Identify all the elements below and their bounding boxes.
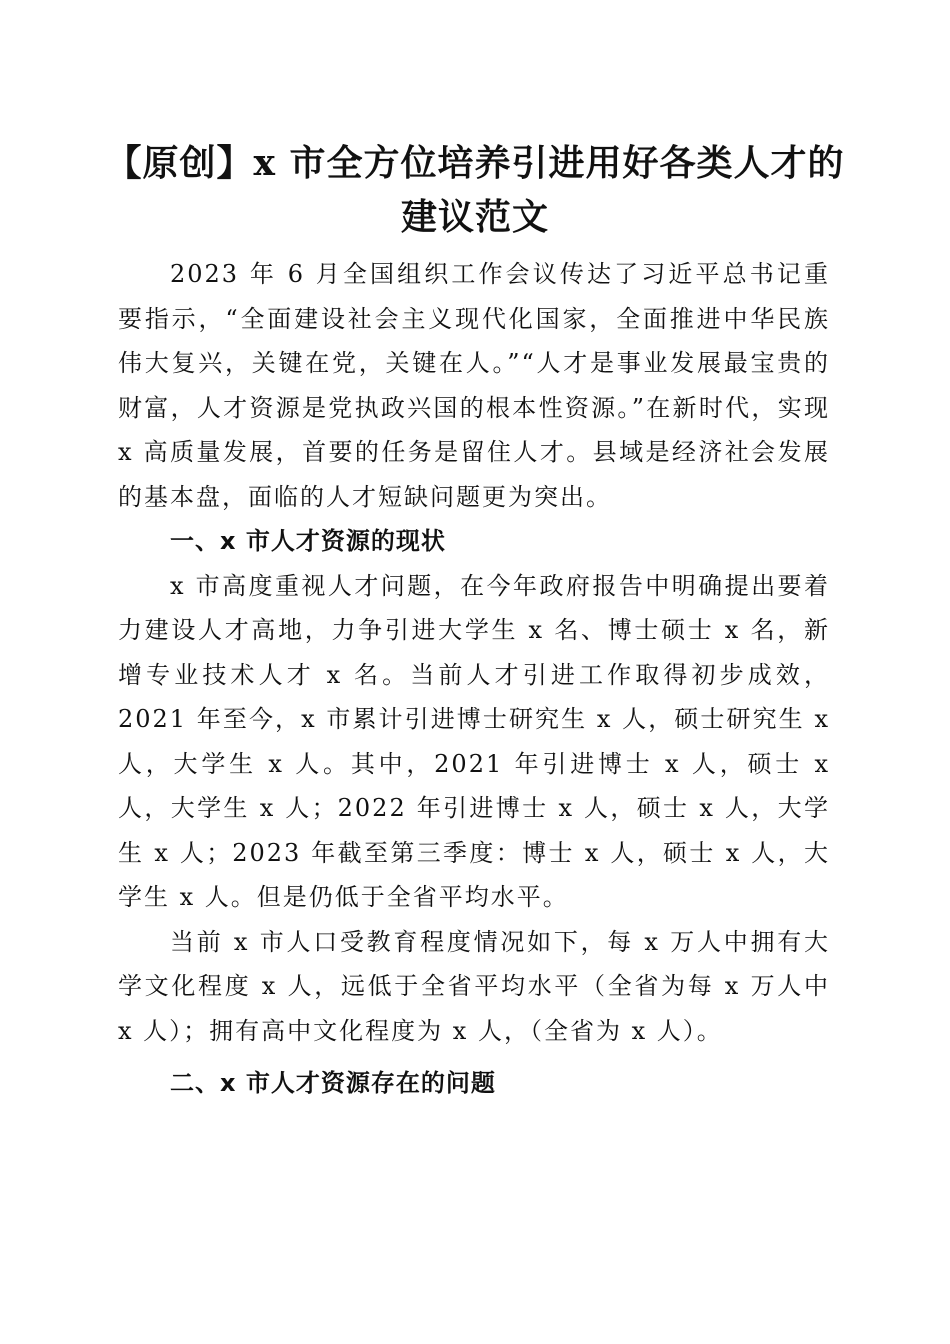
paragraph-education: 当前 x 市人口受教育程度情况如下，每 x 万人中拥有大学文化程度 x 人，远低于全省平均水平（全省为每 x 万人中 x 人）；拥有高中文化程度为 x 人，（全省为 x 人）。 (118, 927, 830, 1045)
paragraph-intro: 2023 年 6 月全国组织工作会议传达了习近平总书记重要指示，“全面建设社会主义现代化国家，全面推进中华民族伟大复兴，关键在党，关键在人。”“人才是事业发展最宝贵的财富，人才资源是党执政兴国的根本性资源。”在新时代，实现 x 高质量发展，首要的任务是留住人才。县域是经济社会发展的基本盘，面临的人才短缺问题更为突出。 (118, 260, 830, 511)
paragraph-status: x 市高度重视人才问题，在今年政府报告中明确提出要着力建设人才高地，力争引进大学生 x 名、博士硕士 x 名，新增专业技术人才 x 名。当前人才引进工作取得初步成效，2021 年至今，x 市累计引进博士研究生 x 人，硕士研究生 x 人，大学生 x 人。其中，2021 年引进博士 x 人，硕士 x 人，大学生 x 人；2022 年引进博士 x 人，硕士 x 人，大学生 x 人；2023 年截至第三季度：博士 x 人，硕士 x 人，大学生 x 人。但是仍低于全省平均水平。 (118, 571, 830, 911)
title-line-2: 建议范文 (400, 196, 549, 238)
section-heading-2: 二、x 市人才资源存在的问题 (170, 1069, 496, 1097)
document-body (118, 252, 830, 1106)
title-line-1: 【原创】x 市全方位培养引进用好各类人才的 (105, 142, 845, 184)
section-heading-1: 一、x 市人才资源的现状 (170, 527, 446, 555)
document-title (100, 136, 850, 244)
